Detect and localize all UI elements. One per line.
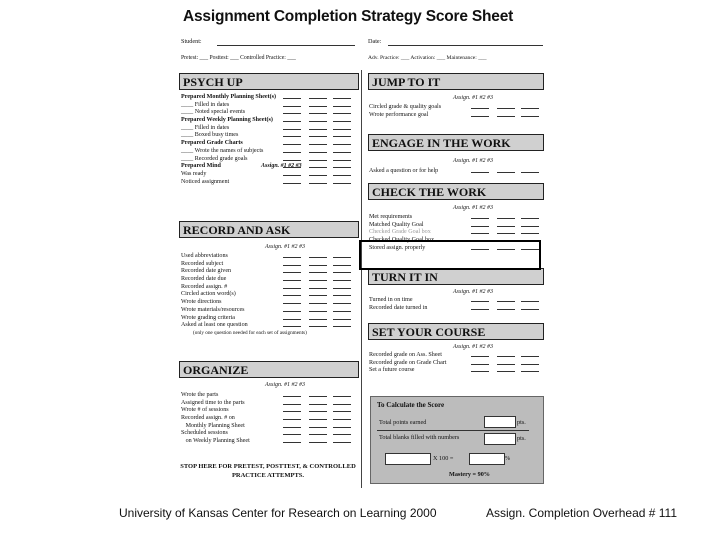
score-blank: [521, 364, 539, 365]
score-blank: [309, 265, 327, 266]
list-item: Checked Quality Goal box: [369, 237, 544, 245]
score-blank: [333, 129, 351, 130]
set-course-list: [369, 352, 544, 375]
score-blank: [521, 108, 539, 109]
score-blank: [333, 311, 351, 312]
score-blank: [309, 419, 327, 420]
calc-title: To Calculate the Score: [377, 401, 445, 409]
list-item: Recorded subject: [181, 261, 359, 269]
record-and-ask-list: [181, 253, 359, 338]
fraction-bar: [377, 430, 529, 431]
score-blank: [521, 172, 539, 173]
score-blank: [283, 113, 301, 114]
score-blank: [283, 136, 301, 137]
calc-points-label: Total points earned: [379, 419, 427, 426]
score-blank: [309, 303, 327, 304]
turn-it-in-list: [369, 297, 544, 312]
score-blank: [333, 319, 351, 320]
list-item: ____ Recorded grade goals: [181, 156, 359, 164]
organize-list: [181, 392, 359, 446]
score-blank: [283, 396, 301, 397]
score-blank: [309, 280, 327, 281]
score-blank: [333, 272, 351, 273]
list-item: Used abbreviations: [181, 253, 359, 261]
check-header: CHECK THE WORK: [368, 183, 544, 200]
score-blank: [333, 136, 351, 137]
list-item: Recorded assign. # on: [181, 415, 359, 423]
score-blank: [471, 218, 489, 219]
list-item: Monthly Planning Sheet: [181, 423, 359, 431]
score-blank: [283, 183, 301, 184]
jump-to-it-list: [369, 104, 544, 119]
score-blank: [309, 326, 327, 327]
score-blank: [283, 272, 301, 273]
score-blank: [333, 404, 351, 405]
score-blank: [309, 129, 327, 130]
list-item: Scheduled sessions: [181, 430, 359, 438]
assign-columns-label: Assign. #1 #2 #3: [261, 163, 302, 170]
psych-up-list: [181, 94, 359, 186]
pts-unit: pts.: [517, 419, 526, 426]
score-blank: [333, 106, 351, 107]
score-blank: [333, 303, 351, 304]
score-blank: [309, 175, 327, 176]
score-blank: [333, 295, 351, 296]
list-item: Met requirements: [369, 214, 544, 222]
score-blank: [283, 427, 301, 428]
score-blank: [333, 411, 351, 412]
assign-columns-label: Assign. #1 #2 #3: [265, 244, 306, 250]
score-blank: [333, 326, 351, 327]
list-item: Asked a question or for help: [369, 168, 544, 176]
score-blank: [309, 288, 327, 289]
score-blank: [283, 152, 301, 153]
score-blank: [471, 108, 489, 109]
score-blank: [333, 434, 351, 435]
psych-up-header: PSYCH UP: [179, 73, 359, 90]
assign-columns-label: Assign. #1 #2 #3: [453, 289, 494, 295]
score-blank: [471, 364, 489, 365]
student-label: Student:: [181, 38, 202, 45]
list-item: Asked at least one question: [181, 322, 359, 330]
score-blank: [309, 183, 327, 184]
score-blank: [283, 288, 301, 289]
ratio-box: [385, 453, 431, 465]
score-blank: [333, 257, 351, 258]
score-blank: [283, 419, 301, 420]
score-blank: [471, 116, 489, 117]
score-blank: [333, 442, 351, 443]
score-blank: [283, 144, 301, 145]
score-blank: [309, 404, 327, 405]
list-item: Recorded grade on Grade Chart: [369, 360, 544, 368]
pts-unit: pts.: [517, 435, 526, 442]
score-blank: [497, 116, 515, 117]
score-blank: [497, 301, 515, 302]
record-and-ask-header: RECORD AND ASK: [179, 221, 359, 238]
percent-unit: %: [505, 455, 511, 462]
score-blank: [309, 396, 327, 397]
score-blank: [309, 319, 327, 320]
score-blank: [333, 144, 351, 145]
score-blank: [471, 226, 489, 227]
score-blank: [497, 218, 515, 219]
list-item: Set a future course: [369, 367, 544, 375]
assign-columns-label: Assign. #1 #2 #3: [453, 95, 494, 101]
score-blank: [333, 427, 351, 428]
score-blank: [471, 371, 489, 372]
jump-to-it-header: JUMP TO IT: [368, 73, 544, 90]
score-blank: [497, 309, 515, 310]
score-blank: [333, 167, 351, 168]
list-item: Recorded date given: [181, 268, 359, 276]
score-blank: [283, 411, 301, 412]
score-blank: [471, 356, 489, 357]
score-blank: [471, 301, 489, 302]
list-item: Wrote materials/resources: [181, 307, 359, 315]
score-blank: [283, 404, 301, 405]
list-item: ____ Noted special events: [181, 109, 359, 117]
score-blank: [283, 106, 301, 107]
sheet-title: Assignment Completion Strategy Score Sheet: [183, 8, 514, 25]
score-blank: [283, 303, 301, 304]
score-blank: [497, 226, 515, 227]
score-blank: [521, 218, 539, 219]
score-blank: [283, 167, 301, 168]
calc-formula: X 100 =: [433, 455, 454, 462]
test-type-right: Adv. Practice: ___ Activation: ___ Maintenance: ___: [368, 54, 487, 61]
score-blank: [497, 371, 515, 372]
score-blank: [283, 326, 301, 327]
list-item-label: Prepared Mind: [181, 163, 221, 170]
list-item: ____ Wrote the names of subjects: [181, 148, 359, 156]
score-blank: [283, 295, 301, 296]
set-course-header: SET YOUR COURSE: [368, 323, 544, 340]
score-blank: [283, 280, 301, 281]
list-item: Circled action word(s): [181, 291, 359, 299]
score-blank: [309, 106, 327, 107]
score-blank: [521, 233, 539, 234]
score-blank: [283, 442, 301, 443]
date-blank: [388, 45, 543, 46]
score-blank: [283, 129, 301, 130]
list-item: Turned in on time: [369, 297, 544, 305]
blanks-box: [484, 433, 516, 445]
score-blank: [521, 309, 539, 310]
score-blank: [309, 272, 327, 273]
score-blank: [471, 233, 489, 234]
score-blank: [333, 265, 351, 266]
organize-header: ORGANIZE: [179, 361, 359, 378]
footer-credit: University of Kansas Center for Research on Learning 2000: [119, 506, 437, 520]
score-blank: [497, 364, 515, 365]
mastery-label: Mastery = 90%: [449, 471, 490, 478]
score-blank: [497, 108, 515, 109]
score-blank: [333, 280, 351, 281]
date-label: Date:: [368, 38, 382, 45]
list-item: Was ready: [181, 171, 359, 179]
score-blank: [521, 226, 539, 227]
score-blank: [309, 295, 327, 296]
list-item: on Weekly Planning Sheet: [181, 438, 359, 446]
list-item: ____ Filled in dates: [181, 102, 359, 110]
list-item: Circled grade & quality goals: [369, 104, 544, 112]
list-item: Wrote directions: [181, 299, 359, 307]
list-item: Wrote # of sessions: [181, 407, 359, 415]
score-blank: [309, 121, 327, 122]
score-blank: [283, 121, 301, 122]
score-blank: [283, 311, 301, 312]
list-item: Checked Grade Goal box: [369, 229, 544, 237]
test-type-left: Pretest: ___ Posttest: ___ Controlled Practice: ___: [181, 54, 296, 61]
score-blank: [309, 442, 327, 443]
turn-it-in-header: TURN IT IN: [368, 268, 544, 285]
assign-columns-label: Assign. #1 #2 #3: [453, 205, 494, 211]
score-blank: [333, 288, 351, 289]
score-blank: [333, 113, 351, 114]
list-note: (only one question needed for each set of assignments): [193, 329, 307, 336]
assign-columns-label: Assign. #1 #2 #3: [453, 158, 494, 164]
score-blank: [333, 98, 351, 99]
score-blank: [283, 319, 301, 320]
score-blank: [497, 356, 515, 357]
score-blank: [309, 167, 327, 168]
assign-columns-label: Assign. #1 #2 #3: [265, 382, 306, 388]
list-item: Recorded grade on Ass. Sheet: [369, 352, 544, 360]
score-blank: [309, 113, 327, 114]
score-blank: [521, 371, 539, 372]
score-blank: [283, 160, 301, 161]
score-blank: [283, 175, 301, 176]
list-item: Recorded date due: [181, 276, 359, 284]
score-blank: [283, 98, 301, 99]
list-item: [181, 163, 359, 171]
list-item: Stored assign. properly: [369, 245, 544, 253]
list-item: Recorded date turned in: [369, 305, 544, 313]
score-blank: [333, 160, 351, 161]
points-box: [484, 416, 516, 428]
score-blank: [283, 265, 301, 266]
calc-blanks-label: Total blanks filled with numbers: [379, 434, 460, 441]
engage-list: [369, 168, 544, 176]
score-blank: [309, 144, 327, 145]
score-calculation-box: [370, 396, 544, 484]
highlight-box: [359, 240, 541, 270]
score-blank: [283, 434, 301, 435]
score-blank: [471, 172, 489, 173]
stop-note: STOP HERE FOR PRETEST, POSTTEST, & CONTROLLED PRACTICE ATTEMPTS.: [180, 463, 356, 479]
list-item: ____ Filled in dates: [181, 125, 359, 133]
score-blank: [309, 411, 327, 412]
score-blank: [333, 183, 351, 184]
score-blank: [309, 152, 327, 153]
percent-box: [469, 453, 505, 465]
assign-columns-label: Assign. #1 #2 #3: [453, 344, 494, 350]
score-blank: [309, 136, 327, 137]
list-item: Prepared Grade Charts: [181, 140, 359, 148]
list-item: Prepared Monthly Planning Sheet(s): [181, 94, 359, 102]
score-blank: [333, 396, 351, 397]
list-item: Wrote performance goal: [369, 112, 544, 120]
list-item: Wrote the parts: [181, 392, 359, 400]
score-blank: [521, 116, 539, 117]
engage-header: ENGAGE IN THE WORK: [368, 134, 544, 151]
list-item: Wrote grading criteria: [181, 315, 359, 323]
score-blank: [283, 257, 301, 258]
score-blank: [309, 427, 327, 428]
score-blank: [471, 309, 489, 310]
score-blank: [521, 356, 539, 357]
score-blank: [309, 434, 327, 435]
score-blank: [309, 160, 327, 161]
list-item: ____ Boxed busy times: [181, 132, 359, 140]
list-item: Assigned time to the parts: [181, 400, 359, 408]
list-item: Prepared Weekly Planning Sheet(s): [181, 117, 359, 125]
list-item: Recorded assign. #: [181, 284, 359, 292]
column-divider: [361, 70, 362, 488]
score-blank: [333, 152, 351, 153]
score-blank: [309, 257, 327, 258]
score-blank: [333, 175, 351, 176]
footer-overhead-number: Assign. Completion Overhead # 111: [486, 506, 677, 520]
score-blank: [521, 301, 539, 302]
score-blank: [309, 98, 327, 99]
score-blank: [309, 311, 327, 312]
score-blank: [497, 172, 515, 173]
score-blank: [333, 121, 351, 122]
list-item: Noticed assignment: [181, 179, 359, 187]
score-blank: [497, 233, 515, 234]
score-blank: [333, 419, 351, 420]
list-item: Matched Quality Goal: [369, 222, 544, 230]
student-blank: [217, 45, 355, 46]
